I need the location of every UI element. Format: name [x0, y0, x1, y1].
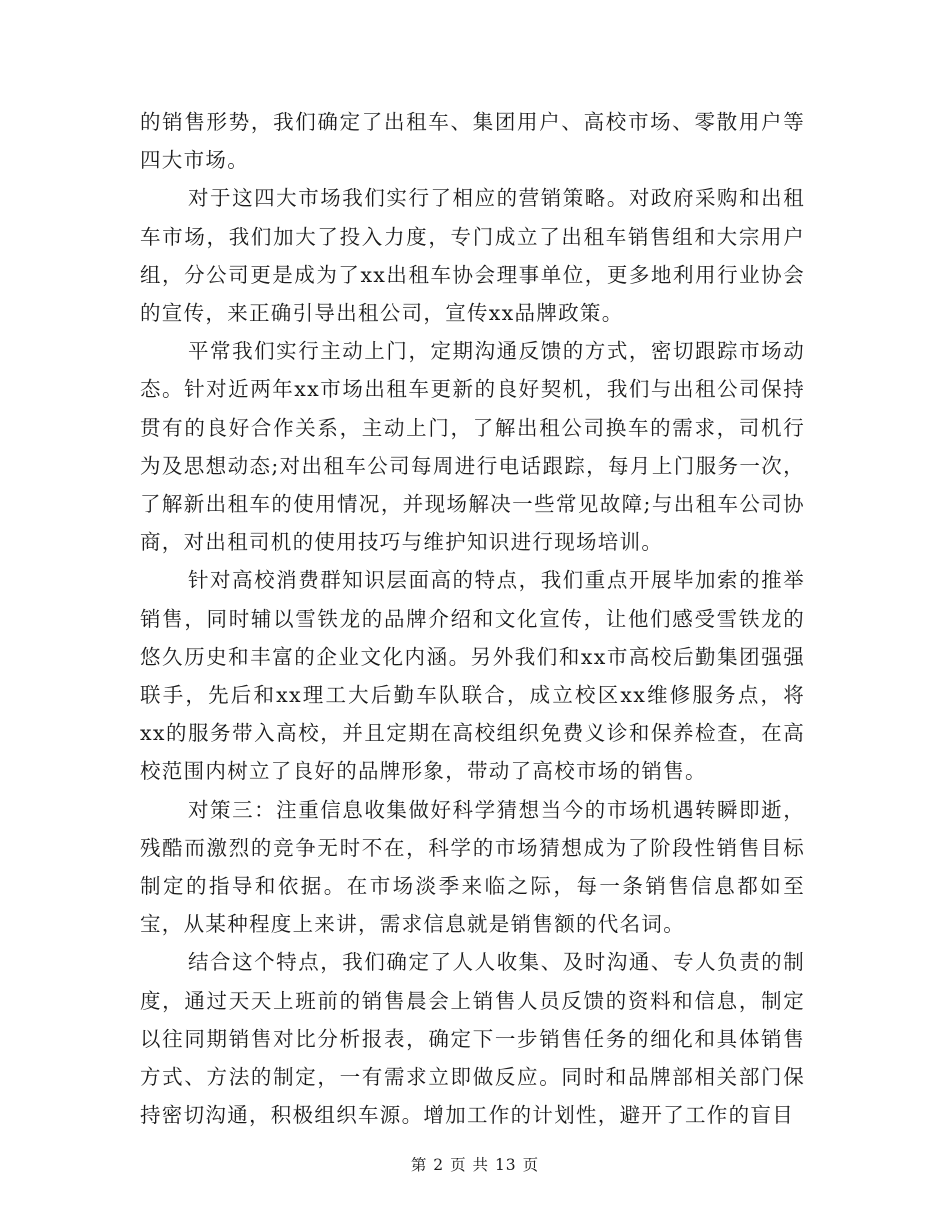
paragraph-1: 的销售形势，我们确定了出租车、集团用户、高校市场、零散用户等四大市场。	[140, 110, 805, 173]
paragraph-3: 平常我们实行主动上门，定期沟通反馈的方式，密切跟踪市场动态。针对近两年xx市场出租车更新的良好契机，我们与出租公司保持贯有的良好合作关系，主动上门，了解出租公司换车的需求，司机行为及思想动态;对出租车公司每周进行电话跟踪，每月上门服务一次，了解新出租车的使用情况，并现场解决一些常见故障;与出租车公司协商，对出租司机的使用技巧与维护知识进行现场培训。	[140, 339, 805, 555]
paragraph-5: 对策三：注重信息收集做好科学猜想当今的市场机遇转瞬即逝，残酷而激烈的竞争无时不在，科学的市场猜想成为了阶段性销售目标制定的指导和依据。在市场淡季来临之际，每一条销售信息都如至宝，从某种程度上来讲，需求信息就是销售额的代名词。	[140, 797, 805, 937]
page-footer	[0, 1153, 950, 1175]
page-number: 第 2 页 共 13 页	[410, 1156, 540, 1174]
paragraph-2: 对于这四大市场我们实行了相应的营销策略。对政府采购和出租车市场，我们加大了投入力度，专门成立了出租车销售组和大宗用户组，分公司更是成为了xx出租车协会理事单位，更多地利用行业协会的宣传，来正确引导出租公司，宣传xx品牌政策。	[140, 186, 805, 326]
paragraph-6: 结合这个特点，我们确定了人人收集、及时沟通、专人负责的制度，通过天天上班前的销售晨会上销售人员反馈的资料和信息，制定以往同期销售对比分析报表，确定下一步销售任务的细化和具体销售方式、方法的制定，一有需求立即做反应。同时和品牌部相关部门保持密切沟通，积极组织车源。增加工作的计划性，避开了工作的盲目	[140, 950, 805, 1128]
paragraph-4: 针对高校消费群知识层面高的特点，我们重点开展毕加索的推举销售，同时辅以雪铁龙的品牌介绍和文化宣传，让他们感受雪铁龙的悠久历史和丰富的企业文化内涵。另外我们和xx市高校后勤集团强强联手，先后和xx理工大后勤车队联合，成立校区xx维修服务点，将xx的服务带入高校，并且定期在高校组织免费义诊和保养检查，在高校范围内树立了良好的品牌形象，带动了高校市场的销售。	[140, 568, 805, 784]
document-body	[140, 103, 805, 1134]
